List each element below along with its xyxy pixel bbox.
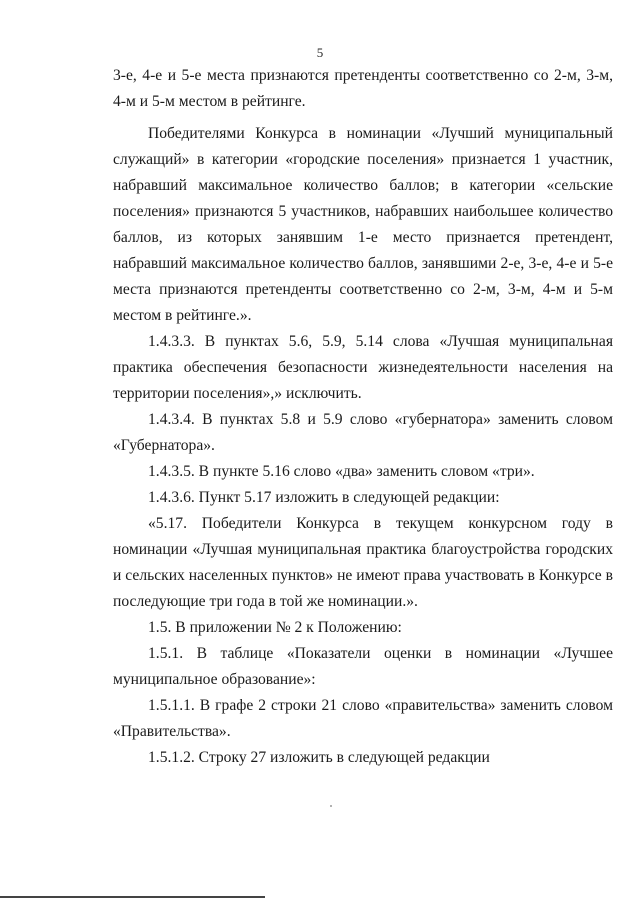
paragraph-continuation: 3-е, 4-е и 5-е места признаются претенденты соответственно со 2-м, 3-м, 4-м и 5-м местом в рейтинге.	[113, 67, 613, 110]
paragraph-1-4-3-3: 1.4.3.3. В пунктах 5.6, 5.9, 5.14 слова «Лучшая муниципальная практика обеспечения безопасности жизнедеятельности населения на территории поселения»,» исключить.	[113, 333, 613, 402]
page-number: 5	[316, 45, 324, 60]
paragraph-winners-civil-servant: Победителями Конкурса в номинации «Лучший муниципальный служащий» в категории «городские поселения» признается 1 участник, набравший максимальное количество баллов; в категории «сельские поселения» признаются 5 участников, набравших наибольшее количество баллов, из которых занявшим 1-е место признается претендент, набравший максимальное количество баллов, занявшими 2-е, 3-е, 4-е и 5-е места признаются претенденты соответственно со 2-м, 3-м, 4-м и 5-м местом в рейтинге.».	[113, 125, 613, 324]
paragraph-1-5-1-2: 1.5.1.2. Строку 27 изложить в следующей редакции	[148, 749, 490, 766]
bottom-rule	[0, 896, 265, 898]
paragraph-1-5: 1.5. В приложении № 2 к Положению:	[148, 619, 402, 636]
scan-speck	[330, 805, 332, 807]
paragraph-1-5-1: 1.5.1. В таблице «Показатели оценки в номинации «Лучшее муниципальное образование»:	[113, 645, 613, 688]
paragraph-1-4-3-6: 1.4.3.6. Пункт 5.17 изложить в следующей редакции:	[148, 489, 500, 506]
document-body	[113, 63, 613, 771]
paragraph-5-17: «5.17. Победители Конкурса в текущем конкурсном году в номинации «Лучшая муниципальная практика благоустройства городских и сельских населенных пунктов» не имеют права участвовать в Конкурсе в последующие три года в той же номинации.».	[113, 515, 613, 610]
paragraph-1-5-1-1: 1.5.1.1. В графе 2 строки 21 слово «правительства» заменить словом «Правительства».	[113, 697, 613, 740]
paragraph-1-4-3-5: 1.4.3.5. В пункте 5.16 слово «два» заменить словом «три».	[148, 463, 535, 480]
paragraph-1-4-3-4: 1.4.3.4. В пунктах 5.8 и 5.9 слово «губернатора» заменить словом «Губернатора».	[113, 411, 613, 454]
